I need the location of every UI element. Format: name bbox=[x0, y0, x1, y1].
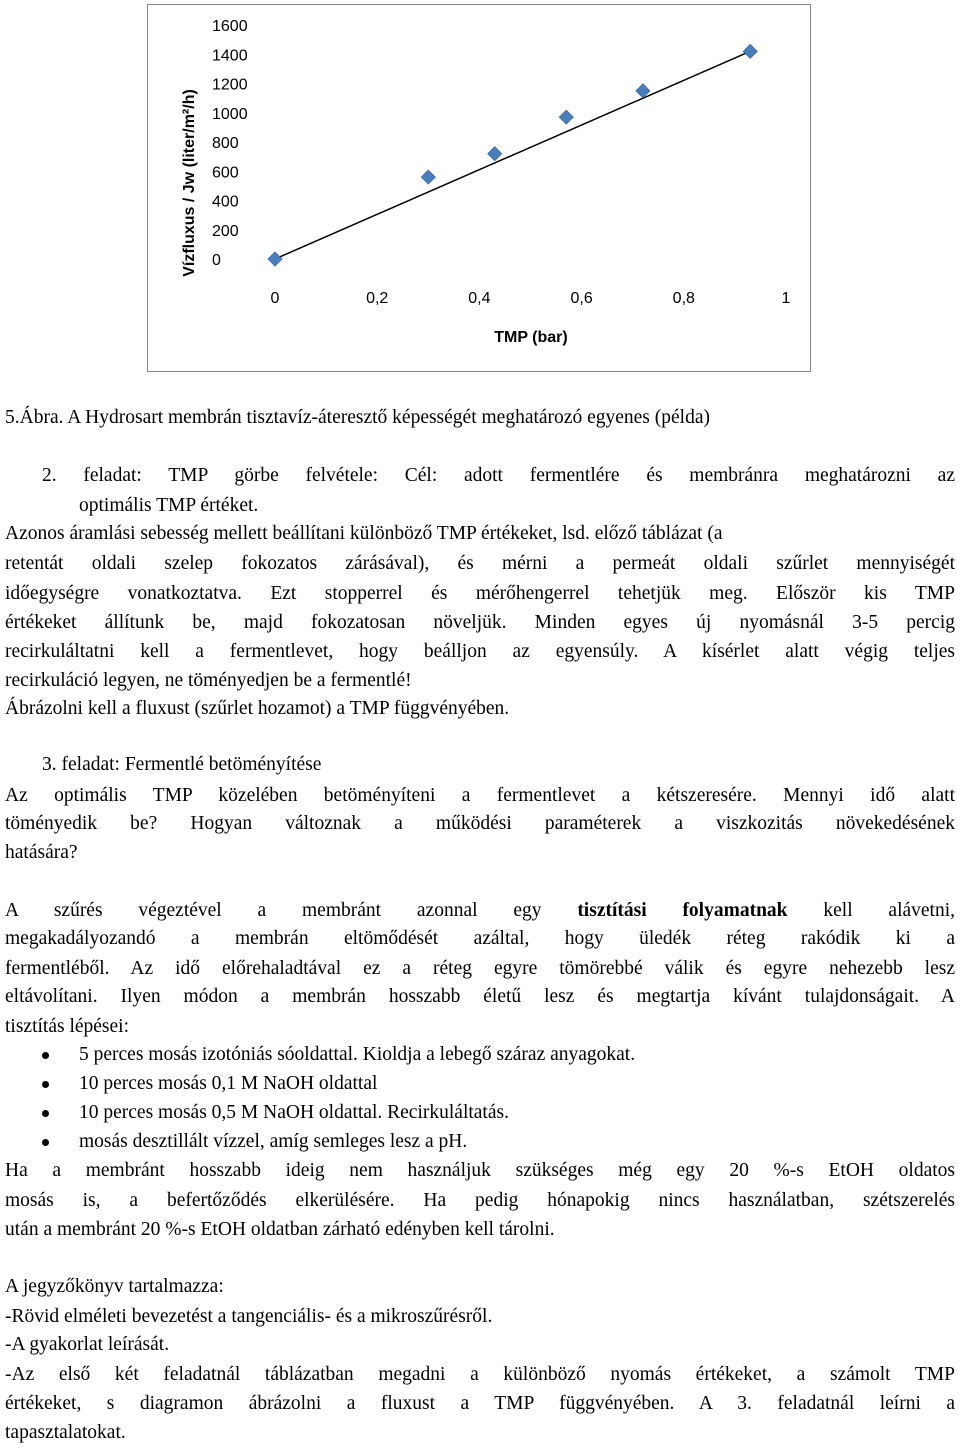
task2-para-line: Ábrázolni kell a fluxust (szűrlet hozamot) a TMP függvényében. bbox=[5, 698, 510, 719]
cleaning-after-line: után a membránt 20 %-s EtOH oldatban zárható edényben kell tárolni. bbox=[5, 1219, 555, 1240]
report-last-line: -Az első két feladatnál táblázatban megadni a különböző nyomás értékeket, a számolt TMP bbox=[5, 1364, 955, 1385]
report-heading: A jegyzőkönyv tartalmazza: bbox=[5, 1276, 224, 1297]
task2-heading-cont: optimális TMP értéket. bbox=[79, 495, 259, 516]
task2-para-line: retentát oldali szelep fokozatos zárásával), és mérni a permeát oldali szűrlet mennyiségét bbox=[5, 553, 955, 574]
y-tick-label: 400 bbox=[212, 193, 239, 211]
x-axis-ticks bbox=[271, 290, 791, 307]
bullet-icon bbox=[42, 1139, 49, 1146]
x-tick-label: 0,4 bbox=[468, 290, 491, 307]
y-tick-label: 1400 bbox=[212, 47, 248, 65]
y-tick-label: 600 bbox=[212, 164, 239, 182]
flux-chart bbox=[147, 4, 811, 372]
x-axis-label: TMP (bar) bbox=[494, 329, 568, 346]
cleaning-line: megakadályozandó a membrán eltömődését azáltal, hogy üledék réteg rakódik ki a bbox=[5, 928, 955, 949]
task3-line: hatására? bbox=[5, 842, 78, 863]
data-point bbox=[488, 147, 502, 161]
bullet-icon bbox=[42, 1052, 49, 1059]
task2-para-line: recirkuláció legyen, ne töményedjen be a fermentlé! bbox=[5, 670, 412, 691]
x-tick-label: 0,2 bbox=[366, 290, 389, 307]
figure-caption: 5.Ábra. A Hydrosart membrán tisztavíz-áteresztő képességét meghatározó egyenes (példa) bbox=[5, 407, 710, 428]
cleaning-intro bbox=[5, 900, 955, 922]
y-tick-label: 200 bbox=[212, 222, 239, 240]
cleaning-after-line: Ha a membránt hosszabb ideig nem használjuk szükséges még egy 20 %-s EtOH oldatos bbox=[5, 1160, 955, 1181]
report-item: -A gyakorlat leírását. bbox=[5, 1334, 170, 1355]
task2-heading: 2. feladat: TMP görbe felvétele: Cél: adott fermentlére és membránra meghatározni az bbox=[42, 465, 955, 486]
report-last-line: tapasztalatokat. bbox=[5, 1422, 126, 1443]
cleaning-after-line: mosás is, a befertőződés elkerülésére. Ha pedig hónapokig nincs használatban, szétszerelés bbox=[5, 1190, 955, 1211]
report-last-line: értékeket, s diagramon ábrázolni a fluxust a TMP függvényében. A 3. feladatnál leírni a bbox=[5, 1393, 955, 1414]
task2-para-line: recirkuláltatni kell a fermentlevet, hogy beálljon az egyensúly. A kísérlet alatt végig teljes bbox=[5, 641, 955, 662]
cleaning-line: fermentléből. Az idő előrehaladtával ez a réteg egyre tömörebbé válik és egyre nehezebb lesz bbox=[5, 958, 955, 979]
cleaning-step: mosás desztillált vízzel, amíg semleges lesz a pH. bbox=[79, 1131, 468, 1152]
trendline bbox=[275, 51, 750, 259]
data-point bbox=[421, 170, 435, 184]
task2-para-line: Azonos áramlási sebesség mellett beállítani különböző TMP értékeket, lsd. előző táblázat (a bbox=[5, 523, 723, 544]
x-tick-label: 0 bbox=[270, 290, 280, 307]
task3-line: töményedik be? Hogyan változnak a működési paraméterek a viszkozitás növekedésének bbox=[5, 813, 955, 834]
cleaning-intro-post: kell alávetni, bbox=[823, 900, 956, 921]
data-point bbox=[559, 110, 573, 124]
report-item: -Rövid elméleti bevezetést a tangenciális- és a mikroszűrésről. bbox=[5, 1306, 493, 1327]
y-axis-ticks bbox=[212, 18, 248, 269]
bullet-icon bbox=[42, 1081, 49, 1088]
y-tick-label: 800 bbox=[212, 135, 239, 152]
cleaning-intro-pre: A szűrés végeztével a membránt azonnal egy bbox=[5, 900, 542, 921]
y-tick-label: 0 bbox=[212, 252, 221, 269]
chart-canvas bbox=[148, 5, 812, 373]
x-tick-label: 0,6 bbox=[570, 290, 593, 307]
cleaning-line: eltávolítani. Ilyen módon a membrán hosszabb életű lesz és megtartja kívánt tulajdonságait. A bbox=[5, 986, 955, 1007]
cleaning-step: 10 perces mosás 0,1 M NaOH oldattal bbox=[79, 1073, 378, 1094]
y-tick-label: 1600 bbox=[212, 18, 248, 35]
trendline-group bbox=[275, 51, 750, 259]
y-tick-label: 1000 bbox=[212, 105, 248, 123]
x-tick-label: 0,8 bbox=[672, 290, 695, 307]
cleaning-line: tisztítás lépései: bbox=[5, 1016, 130, 1037]
cleaning-step: 5 perces mosás izotóniás sóoldattal. Kioldja a lebegő száraz anyagokat. bbox=[79, 1044, 636, 1065]
y-axis-label: Vízfluxus / Jw (liter/m²/h) bbox=[181, 89, 198, 277]
x-tick-label: 1 bbox=[781, 290, 791, 307]
cleaning-step: 10 perces mosás 0,5 M NaOH oldattal. Recirkuláltatás. bbox=[79, 1102, 509, 1123]
task2-para-line: értékeket állítunk be, majd fokozatosan növeljük. Minden egyes új nyomásnál 3-5 percig bbox=[5, 612, 955, 633]
bullet-icon bbox=[42, 1110, 49, 1117]
task3-heading: 3. feladat: Fermentlé betöményítése bbox=[42, 754, 322, 775]
cleaning-intro-bold: tisztítási folyamatnak bbox=[577, 900, 788, 921]
y-tick-label: 1200 bbox=[212, 76, 248, 94]
data-point bbox=[743, 44, 757, 58]
data-point bbox=[268, 252, 282, 266]
task3-line: Az optimális TMP közelében betöményíteni a fermentlevet a kétszeresére. Mennyi idő alatt bbox=[5, 785, 955, 806]
task2-para-line: időegységre vonatkoztatva. Ezt stopperrel és mérőhengerrel tehetjük meg. Először kis TMP bbox=[5, 583, 955, 604]
